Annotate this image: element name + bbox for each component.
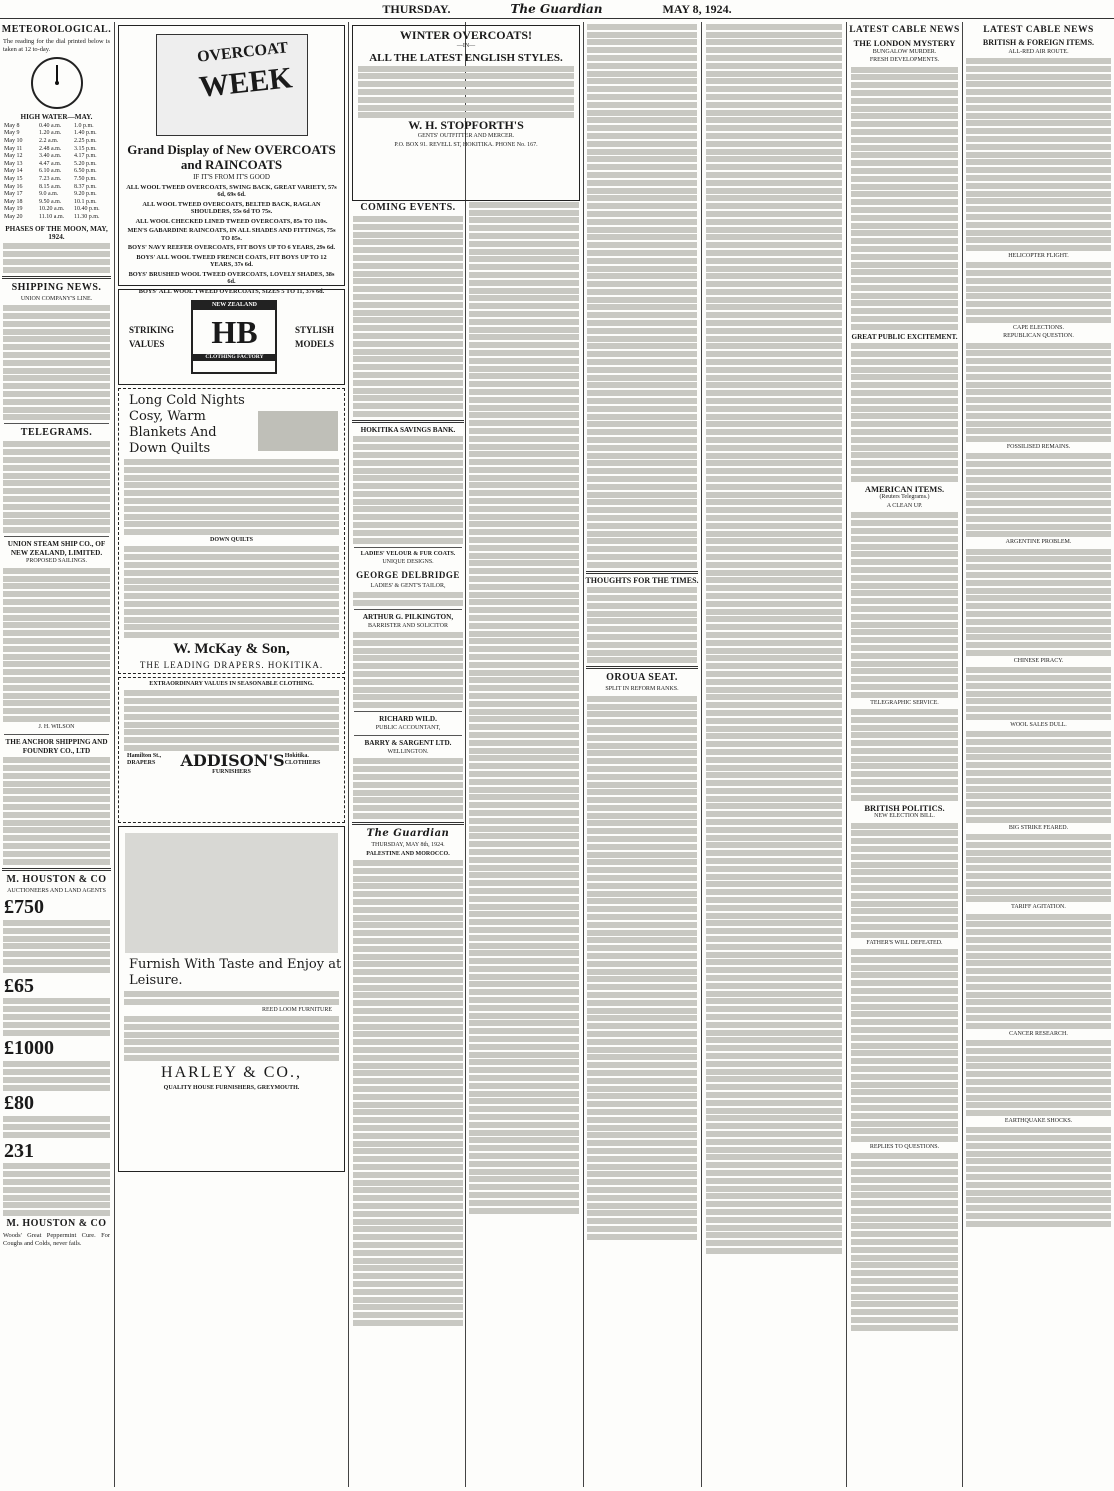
proposed-sailings: PROPOSED SAILINGS. (25, 558, 87, 565)
tide-cell: 0.40 a.m. (39, 122, 62, 129)
overcoat-word: OVERCOAT (195, 39, 289, 66)
peppermint-note: Woods' Great Peppermint Cure. For Coughs and Colds, never fails. (3, 1232, 110, 1247)
savings-bank-heading: HOKITIKA SAVINGS BANK. (360, 425, 456, 434)
tide-cell: 1.0 p.m. (74, 122, 94, 129)
wool-text (963, 731, 1114, 823)
replies-text (848, 1153, 961, 1331)
down-quilts-heading: DOWN QUILTS (210, 536, 253, 543)
tide-cell: 4.47 a.m. (39, 160, 62, 167)
shipping-news-heading: SHIPPING NEWS. (11, 281, 102, 293)
latest-styles-heading: ALL THE LATEST ENGLISH STYLES. (369, 51, 563, 64)
guardian-editorial-heading: The Guardian (366, 827, 450, 839)
column-local-news (584, 22, 700, 1487)
moon-phases-heading: PHASES OF THE MOON, MAY, 1924. (5, 224, 108, 242)
pilkington-text (350, 632, 466, 708)
meteorological-text: The reading for the dial printed below is taken at 12 to-day. (3, 38, 110, 53)
property-text (0, 920, 113, 973)
week-word: WEEK (196, 61, 294, 104)
column-cable-news-1 (848, 22, 961, 1487)
tide-cell: May 9 (4, 130, 20, 137)
cancer-text (963, 1040, 1114, 1116)
fathers-will-text (848, 949, 961, 1142)
tide-cell: May 11 (4, 145, 23, 152)
richard-wild-name: RICHARD WILD. (379, 715, 437, 724)
meteorological-heading: METEOROLOGICAL. (1, 24, 112, 35)
property-text (0, 998, 113, 1035)
cancer-research: CANCER RESEARCH. (1009, 1030, 1068, 1037)
argentine-problem: ARGENTINE PROBLEM. (1005, 539, 1072, 546)
union-company-subheading: UNION COMPANY'S LINE. (20, 295, 93, 302)
fresh-developments: FRESH DEVELOPMENTS. (869, 57, 940, 64)
masthead-paper-name: The Guardian (510, 2, 603, 16)
tide-cell: 8.37 p.m. (74, 183, 97, 190)
tide-cell: May 12 (4, 153, 23, 160)
helicopter-text (963, 262, 1114, 323)
column-editorial-continued (466, 200, 582, 1487)
harley-name: HARLEY & CO., (161, 1063, 302, 1081)
stopforth-name: W. H. STOPFORTH'S (408, 118, 524, 133)
agent-name: J. H. WILSON (38, 723, 75, 730)
barry-text (350, 758, 466, 819)
thoughts-text (584, 587, 700, 663)
tide-cell: May 15 (4, 175, 23, 182)
column-meteorological-shipping (0, 22, 113, 1487)
election-text (848, 823, 961, 938)
republican-question: REPUBLICAN QUESTION. (1003, 333, 1074, 340)
coat-list-item: ALL WOOL CHECKED LINED TWEED OVERCOATS, 85s TO 110s. (135, 217, 328, 225)
tide-cell: 11.10 a.m. (39, 213, 65, 220)
values-text: VALUES (129, 339, 165, 349)
stopforth-sub: GENTS' OUTFITTER AND MERCER. (417, 133, 515, 140)
houston-subheading: AUCTIONEERS AND LAND AGENTS (7, 887, 106, 894)
tide-cell: 10.40 p.m. (74, 206, 100, 213)
coat-list-item: BOYS' NAVY REEFER OVERCOATS, FIT BOYS UP TO 6 YEARS, 29s 6d. (127, 244, 336, 252)
hb-logo: HB (211, 313, 258, 350)
coming-events-text (350, 216, 466, 417)
tide-cell: May 17 (4, 191, 23, 198)
mckay-blankets-ad (118, 388, 345, 674)
sailings-text (0, 568, 113, 722)
earthquake-text (963, 1127, 1114, 1227)
tide-cell: 6.10 a.m. (39, 168, 62, 175)
fossil-text (963, 453, 1114, 537)
local-news-2-text (703, 24, 845, 1254)
column-local-news-2 (703, 22, 845, 1487)
tide-cell: 2.25 p.m. (74, 137, 97, 144)
property-text (0, 1163, 113, 1216)
barometer-icon (33, 59, 81, 107)
overcoat-week-logo (156, 34, 308, 136)
great-public-excitement: GREAT PUBLIC EXCITEMENT. (851, 332, 958, 341)
earthquake-shocks: EARTHQUAKE SHOCKS. (1004, 1117, 1073, 1124)
property-price: £65 (4, 974, 34, 997)
all-red-air-route: ALL-RED AIR ROUTE. (1008, 48, 1069, 55)
mckay-name: W. McKay & Son, (173, 641, 290, 658)
tide-cell: 1.20 a.m. (39, 130, 62, 137)
cape-elections: CAPE ELECTIONS. (1013, 324, 1064, 331)
local-news-text (584, 24, 700, 568)
cape-text (963, 343, 1114, 443)
coat-list-item: BOYS' ALL WOOL TWEED OVERCOATS, SIZES 5 TO 11, 37s 6d. (138, 287, 325, 295)
reuters-telegrams: (Reuters Telegrams.) (879, 494, 930, 501)
column-advertisements (116, 22, 347, 1487)
tide-cell: 5.20 p.m. (74, 160, 97, 167)
column-coming-events (350, 200, 466, 1487)
helicopter-flight: HELICOPTER FLIGHT. (1008, 252, 1069, 259)
telegraphic-service: TELEGRAPHIC SERVICE. (870, 699, 939, 706)
blankets-text (121, 459, 342, 535)
tide-cell: 8.15 a.m. (39, 183, 62, 190)
new-election-bill: NEW ELECTION BILL. (874, 813, 935, 820)
editorial-text (350, 860, 466, 1326)
barry-sargent-name: BARRY & SARGENT LTD. (364, 739, 452, 748)
furnish-heading: Furnish With Taste and Enjoy at Leisure. (129, 957, 342, 988)
tariff-text (963, 914, 1114, 1029)
cable-news-heading: LATEST CABLE NEWS (849, 25, 960, 35)
property-text (0, 1116, 113, 1138)
tide-cell: 9.50 a.m. (39, 198, 62, 205)
addison-mid: FURNISHERS (212, 768, 251, 775)
models-text: MODELS (294, 339, 334, 349)
tide-cell: 11.30 p.m. (74, 213, 100, 220)
big-strike-feared: BIG STRIKE FEARED. (1008, 824, 1069, 831)
tide-cell: May 8 (4, 122, 20, 129)
richard-wild-sub: PUBLIC ACCOUNTANT, (375, 724, 441, 731)
tide-table (0, 123, 113, 222)
tide-cell: May 13 (4, 160, 23, 167)
wool-sales-dull: WOOL SALES DULL. (1010, 721, 1067, 728)
tide-cell: May 14 (4, 168, 23, 175)
overcoat-week-ad (118, 25, 345, 295)
tariff-agitation: TARIFF AGITATION. (1011, 904, 1066, 911)
tide-cell: 9.20 p.m. (74, 191, 97, 198)
tide-cell: 7.23 a.m. (39, 175, 62, 182)
harley-subheading: QUALITY HOUSE FURNISHERS, GREYMOUTH. (163, 1084, 300, 1091)
masthead (0, 0, 1114, 19)
addison-name: ADDISON'S (180, 750, 285, 770)
american-text (848, 512, 961, 697)
grand-display-heading: Grand Display of New OVERCOATS and RAINCOATS (127, 142, 336, 172)
column-cable-news-2 (963, 22, 1114, 1487)
union-steam-ship-heading: UNION STEAM SHIP CO., OF NEW ZEALAND, LIMITED. (7, 540, 106, 557)
furniture-text (121, 991, 342, 1005)
bungalow-murder: BUNGALOW MURDER. (872, 48, 937, 55)
tide-cell: May 10 (4, 137, 23, 144)
palestine-heading: PALESTINE AND MOROCCO. (366, 850, 450, 857)
savings-bank-text (350, 436, 466, 543)
winter-overcoats-ad (352, 25, 580, 201)
tide-cell: 2.2 a.m. (39, 137, 59, 144)
reed-loom-text: REED LOOM FURNITURE (262, 1006, 332, 1013)
tide-cell: 7.50 p.m. (74, 175, 97, 182)
editorial-continued-text (466, 202, 582, 1214)
delbridge-name: GEORGE DELBRIDGE (356, 569, 460, 580)
column-rule (114, 22, 115, 1487)
column-rule (348, 22, 349, 1487)
coming-events-heading: COMING EVENTS. (360, 202, 456, 213)
column-rule (846, 22, 847, 1487)
addison-left: Hamilton St., DRAPERS (127, 752, 162, 767)
tide-cell: May 20 (4, 213, 23, 220)
british-politics-heading: BRITISH POLITICS. (864, 802, 945, 813)
property-price: £80 (4, 1092, 34, 1115)
tide-cell: 3.15 p.m. (74, 145, 97, 152)
clothing-factory-text: CLOTHING FACTORY (193, 354, 275, 362)
houston-heading: M. HOUSTON & CO (6, 873, 107, 885)
coat-list-item: BOYS' BRUSHED WOOL TWEED OVERCOATS, LOVELY SHADES, 38s 6d. (128, 270, 335, 286)
coat-list-item: BOYS' ALL WOOL TWEED FRENCH COATS, FIT BOYS UP TO 12 YEARS, 37s 6d. (136, 253, 327, 269)
blankets-illustration (258, 411, 338, 451)
its-good-badge: IF IT'S FROM IT'S GOOD (193, 173, 270, 181)
delbridge-text (350, 592, 466, 606)
shipping-news-text (0, 305, 113, 420)
thoughts-heading: THOUGHTS FOR THE TIMES. (585, 575, 699, 585)
telegrams-text (0, 441, 113, 533)
coat-list (121, 184, 342, 296)
property-price: £750 (4, 896, 44, 919)
oroua-text (584, 696, 700, 1240)
pilkington-sub: BARRISTER AND SOLICITOR (368, 622, 448, 629)
coat-list-item: ALL WOOL TWEED OVERCOATS, BELTED BACK, RAGLAN SHOULDERS, 55s 6d TO 75s. (142, 200, 321, 216)
new-zealand-text: NEW ZEALAND (193, 302, 275, 310)
winter-overcoats-heading: WINTER OVERCOATS! (399, 28, 533, 42)
tide-cell: May 16 (4, 183, 23, 190)
tide-cell: 10.1 p.m. (74, 198, 97, 205)
houston-footer: M. HOUSTON & CO (6, 1218, 107, 1230)
excitement-text (848, 343, 961, 482)
quilts-text (121, 546, 342, 638)
anchor-shipping-text (0, 757, 113, 864)
ladies-velour-heading: LADIES' VELOUR & FUR COATS. (360, 550, 456, 557)
coat-list-item: ALL WOOL TWEED OVERCOATS, SWING BACK, GREAT VARIETY, 57s 6d, 69s 6d. (126, 183, 337, 199)
unique-designs: UNIQUE DESIGNS. (382, 559, 434, 566)
fossilised-remains: FOSSILISED REMAINS. (1006, 444, 1071, 451)
long-cold-nights-heading: Long Cold Nights Cosy, Warm Blankets And Down Quilts (129, 393, 245, 456)
chinese-piracy: CHINESE PIRACY. (1013, 657, 1064, 664)
tide-cell: 6.50 p.m. (74, 168, 97, 175)
tide-cell: 4.17 p.m. (74, 153, 97, 160)
pilkington-name: ARTHUR G. PILKINGTON, (362, 613, 454, 622)
british-foreign-heading: BRITISH & FOREIGN ITEMS. (982, 38, 1095, 47)
tide-cell: May 18 (4, 198, 23, 205)
barometer-dial-image (31, 57, 83, 109)
guardian-editorial-date: THURSDAY, MAY 8th, 1924. (371, 841, 445, 848)
column-rule (701, 22, 702, 1487)
argentine-text (963, 549, 1114, 656)
harley-furniture-ad (118, 826, 345, 1172)
stylish-text: STYLISH (294, 325, 334, 335)
overcoat-text (355, 66, 577, 119)
masthead-date: MAY 8, 1924. (662, 1, 732, 16)
coat-list-item: MEN'S GABARDINE RAINCOATS, IN ALL SHADES AND FITTINGS, 75s TO 85s. (127, 227, 336, 242)
property-price: 231 (4, 1139, 34, 1162)
fathers-will-heading: FATHER'S WILL DEFEATED. (866, 939, 943, 946)
striking-text: STRIKING (129, 325, 175, 335)
extraordinary-heading: EXTRAORDINARY VALUES IN SEASONABLE CLOTHING. (149, 681, 314, 687)
stopforth-address: P.O. BOX 91. REVELL ST, HOKITIKA. PHONE No. 167. (394, 141, 538, 148)
piracy-text (963, 667, 1114, 720)
tide-cell: 9.0 a.m. (39, 191, 59, 198)
addison-text (121, 690, 342, 751)
london-mystery-heading: THE LONDON MYSTERY (853, 38, 956, 48)
hb-clothing-ad (118, 289, 345, 385)
split-reform-subheading: SPLIT IN REFORM RANKS. (605, 686, 679, 693)
delbridge-sub: LADIES' & GENT'S TAILOR, (370, 582, 446, 589)
moon-phases-text (0, 243, 113, 272)
furniture-text-2 (121, 1016, 342, 1061)
cable-news-heading-2: LATEST CABLE NEWS (983, 25, 1094, 35)
masthead-day: THURSDAY. (382, 1, 451, 16)
furniture-illustration (125, 833, 338, 953)
anchor-shipping-heading: THE ANCHOR SHIPPING AND FOUNDRY CO., LTD (5, 738, 108, 755)
clean-up-heading: A CLEAN UP. (886, 503, 923, 509)
property-price: £1000 (4, 1037, 54, 1060)
telegrams-heading: TELEGRAMS. (20, 427, 93, 439)
tide-cell: 10.20 a.m. (39, 206, 65, 213)
barry-sargent-sub: WELLINGTON. (387, 748, 429, 755)
london-mystery-text (848, 67, 961, 330)
high-water-heading: HIGH WATER—MAY. (20, 113, 93, 122)
winter-in: —IN— (456, 43, 476, 49)
oroua-seat-heading: OROUA SEAT. (606, 672, 678, 684)
mckay-subheading: THE LEADING DRAPERS. HOKITIKA. (139, 660, 324, 671)
replies-heading: REPLIES TO QUESTIONS. (869, 1143, 940, 1150)
strike-text (963, 834, 1114, 902)
tide-cell: 2.48 a.m. (39, 145, 62, 152)
american-items-heading: AMERICAN ITEMS. (864, 483, 945, 494)
telegraphic-text (848, 709, 961, 801)
addison-ad (118, 677, 345, 823)
addison-right: Hokitika. CLOTHIERS (284, 752, 321, 767)
air-route-text (963, 58, 1114, 251)
property-text (0, 1061, 113, 1090)
tide-cell: 1.40 p.m. (74, 130, 97, 137)
tide-cell: May 19 (4, 206, 23, 213)
tide-cell: 3.40 a.m. (39, 153, 62, 160)
